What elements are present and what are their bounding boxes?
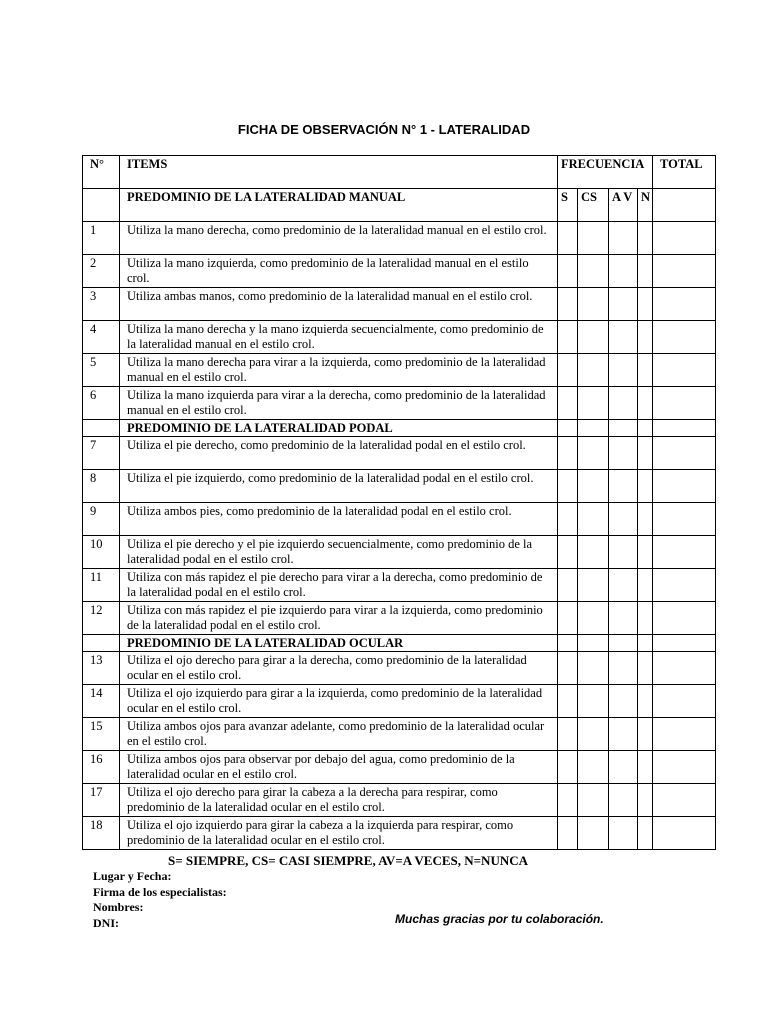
frequency-cell [609,420,638,437]
frequency-cell[interactable] [609,569,638,602]
frequency-cell[interactable] [609,784,638,817]
frequency-cell[interactable] [578,652,609,685]
section-title: PREDOMINIO DE LA LATERALIDAD OCULAR [120,635,558,652]
frequency-cell[interactable] [638,503,653,536]
section-number-cell [83,189,120,222]
item-number: 12 [83,602,120,635]
total-cell[interactable] [653,536,716,569]
names-label: Nombres: [93,900,144,914]
frequency-cell[interactable] [578,569,609,602]
table-row [83,222,716,255]
total-cell[interactable] [653,222,716,255]
total-cell[interactable] [653,751,716,784]
frequency-cell[interactable] [578,288,609,321]
frequency-cell[interactable] [609,354,638,387]
frequency-cell[interactable] [638,569,653,602]
item-number: 13 [83,652,120,685]
col-items-header: ITEMS [120,156,558,189]
item-text: Utiliza el ojo izquierdo para girar la cabeza a la izquierda para respirar, como predominio de la lateralidad ocular en el estilo crol. [120,817,558,850]
total-cell[interactable] [653,718,716,751]
table-row [83,685,716,718]
item-text: Utiliza la mano derecha para virar a la izquierda, como predominio de la lateralidad manual en el estilo crol. [120,354,558,387]
total-cell[interactable] [653,255,716,288]
thanks-note: Muchas gracias por tu colaboración. [395,912,604,926]
frequency-cell[interactable] [578,354,609,387]
total-cell[interactable] [653,288,716,321]
frequency-cell[interactable] [638,817,653,850]
frequency-cell[interactable] [558,222,578,255]
table-row [83,817,716,850]
section-title: PREDOMINIO DE LA LATERALIDAD MANUAL [120,189,558,222]
signature-block [93,869,227,931]
frequency-cell[interactable] [558,602,578,635]
frequency-cell [578,420,609,437]
frequency-cell[interactable] [638,751,653,784]
frequency-cell[interactable] [609,437,638,470]
item-number: 14 [83,685,120,718]
frequency-cell[interactable] [578,536,609,569]
item-text: Utiliza ambos ojos para avanzar adelante, como predominio de la lateralidad ocular en el estilo crol. [120,718,558,751]
frequency-cell[interactable] [638,255,653,288]
frequency-cell[interactable] [638,536,653,569]
frequency-cell[interactable] [558,817,578,850]
item-text: Utiliza con más rapidez el pie derecho para virar a la derecha, como predominio de la lateralidad podal en el estilo crol. [120,569,558,602]
frequency-cell[interactable] [638,437,653,470]
frequency-cell[interactable] [609,751,638,784]
table-row [83,255,716,288]
table-row [83,602,716,635]
item-number: 17 [83,784,120,817]
frequency-cell [578,635,609,652]
item-number: 1 [83,222,120,255]
frequency-cell[interactable] [578,817,609,850]
header-row [83,156,716,189]
item-text: Utiliza el pie derecho y el pie izquierdo secuencialmente, como predominio de la lateralidad podal en el estilo crol. [120,536,558,569]
frequency-cell[interactable] [609,652,638,685]
frequency-cell[interactable] [609,718,638,751]
frequency-code: A V [609,189,638,222]
frequency-cell[interactable] [558,784,578,817]
item-text: Utiliza la mano izquierda para virar a la derecha, como predominio de la lateralidad manual en el estilo crol. [120,387,558,420]
frequency-cell[interactable] [558,503,578,536]
item-number: 4 [83,321,120,354]
frequency-cell[interactable] [558,437,578,470]
frequency-cell[interactable] [609,321,638,354]
section-title: PREDOMINIO DE LA LATERALIDAD PODAL [120,420,558,437]
signature-label: Firma de los especialistas: [93,884,227,899]
section-number-cell [83,635,120,652]
frequency-cell[interactable] [638,602,653,635]
col-total-header: TOTAL [653,156,716,189]
frequency-cell[interactable] [578,387,609,420]
table-row [83,784,716,817]
frequency-cell[interactable] [558,470,578,503]
frequency-cell[interactable] [558,387,578,420]
item-text: Utiliza ambas manos, como predominio de la lateralidad manual en el estilo crol. [120,288,558,321]
table-row [83,288,716,321]
total-cell [653,420,716,437]
frequency-cell[interactable] [578,437,609,470]
place-date-label: Lugar y Fecha: [93,869,172,883]
item-text: Utiliza el pie derecho, como predominio de la lateralidad podal en el estilo crol. [120,437,558,470]
item-text: Utiliza el pie izquierdo, como predominio de la lateralidad podal en el estilo crol. [120,470,558,503]
frequency-cell[interactable] [578,255,609,288]
frequency-cell[interactable] [638,784,653,817]
frequency-cell [609,635,638,652]
table-row [83,652,716,685]
item-number: 16 [83,751,120,784]
item-number: 8 [83,470,120,503]
table-row [83,321,716,354]
total-cell[interactable] [653,321,716,354]
item-number: 2 [83,255,120,288]
frequency-cell[interactable] [609,222,638,255]
total-cell[interactable] [653,817,716,850]
frequency-cell[interactable] [558,751,578,784]
col-frequency-header: FRECUENCIA [558,156,653,189]
total-cell[interactable] [653,354,716,387]
total-cell[interactable] [653,784,716,817]
total-cell[interactable] [653,387,716,420]
frequency-cell[interactable] [578,321,609,354]
item-text: Utiliza la mano izquierda, como predominio de la lateralidad manual en el estilo crol. [120,255,558,288]
item-number: 15 [83,718,120,751]
frequency-cell[interactable] [558,288,578,321]
frequency-cell[interactable] [638,470,653,503]
total-cell[interactable] [653,652,716,685]
table-row [83,569,716,602]
frequency-cell[interactable] [638,387,653,420]
frequency-cell[interactable] [638,222,653,255]
frequency-cell[interactable] [609,602,638,635]
item-text: Utiliza el ojo derecho para girar a la derecha, como predominio de la lateralidad ocular en el estilo crol. [120,652,558,685]
frequency-cell[interactable] [638,718,653,751]
frequency-cell[interactable] [638,288,653,321]
table-row [83,354,716,387]
section-row [83,635,716,652]
col-number-header: N° [83,156,120,189]
total-cell[interactable] [653,437,716,470]
item-number: 18 [83,817,120,850]
item-number: 3 [83,288,120,321]
table-row [83,470,716,503]
item-number: 10 [83,536,120,569]
item-text: Utiliza el ojo derecho para girar la cabeza a la derecha para respirar, como predominio de la lateralidad ocular en el estilo crol. [120,784,558,817]
section-number-cell [83,420,120,437]
total-cell[interactable] [653,470,716,503]
total-cell[interactable] [653,602,716,635]
frequency-cell[interactable] [558,354,578,387]
total-cell[interactable] [653,685,716,718]
frequency-cell[interactable] [558,685,578,718]
page-title: FICHA DE OBSERVACIÓN N° 1 - LATERALIDAD [237,122,531,137]
dni-label: DNI: [93,915,119,930]
frequency-cell[interactable] [558,569,578,602]
item-text: Utiliza la mano derecha y la mano izquierda secuencialmente, como predominio de la lateralidad manual en el estilo crol. [120,321,558,354]
frequency-cell[interactable] [609,255,638,288]
frequency-cell[interactable] [638,652,653,685]
frequency-cell [558,420,578,437]
item-text: Utiliza con más rapidez el pie izquierdo para virar a la izquierda, como predominio de la lateralidad podal en el estilo crol. [120,602,558,635]
frequency-cell[interactable] [638,321,653,354]
table-row [83,751,716,784]
frequency-cell [638,420,653,437]
table-row [83,718,716,751]
frequency-cell[interactable] [638,354,653,387]
frequency-cell [638,635,653,652]
frequency-cell[interactable] [609,685,638,718]
frequency-cell[interactable] [609,288,638,321]
section-row [83,420,716,437]
frequency-cell[interactable] [578,222,609,255]
total-cell[interactable] [653,569,716,602]
frequency-cell[interactable] [578,470,609,503]
item-text: Utiliza el ojo izquierdo para girar a la izquierda, como predominio de la lateralidad ocular en el estilo crol. [120,685,558,718]
item-number: 9 [83,503,120,536]
frequency-cell[interactable] [558,718,578,751]
frequency-cell[interactable] [558,321,578,354]
section-row [83,189,716,222]
frequency-cell[interactable] [558,536,578,569]
total-cell [653,189,716,222]
total-cell [653,635,716,652]
frequency-cell[interactable] [578,503,609,536]
observation-table [82,155,716,850]
frequency-cell [558,635,578,652]
frequency-cell[interactable] [609,470,638,503]
table-row [83,387,716,420]
item-number: 7 [83,437,120,470]
frequency-cell[interactable] [609,503,638,536]
frequency-cell[interactable] [609,387,638,420]
item-number: 11 [83,569,120,602]
item-number: 5 [83,354,120,387]
item-text: Utiliza ambos pies, como predominio de la lateralidad podal en el estilo crol. [120,503,558,536]
frequency-cell[interactable] [609,536,638,569]
item-text: Utiliza la mano derecha, como predominio de la lateralidad manual en el estilo crol. [120,222,558,255]
table-row [83,503,716,536]
frequency-cell[interactable] [578,718,609,751]
frequency-cell[interactable] [609,817,638,850]
frequency-cell[interactable] [578,751,609,784]
frequency-cell[interactable] [558,255,578,288]
table-row [83,437,716,470]
frequency-cell[interactable] [578,602,609,635]
item-number: 6 [83,387,120,420]
frequency-cell[interactable] [578,685,609,718]
frequency-cell[interactable] [578,784,609,817]
frequency-code: CS [578,189,609,222]
frequency-cell[interactable] [558,652,578,685]
frequency-code: S [558,189,578,222]
table-row [83,536,716,569]
frequency-cell[interactable] [638,685,653,718]
total-cell[interactable] [653,503,716,536]
item-text: Utiliza ambos ojos para observar por debajo del agua, como predominio de la lateralidad ocular en el estilo crol. [120,751,558,784]
frequency-legend: S= SIEMPRE, CS= CASI SIEMPRE, AV=A VECES, N=NUNCA [168,853,529,868]
frequency-code: N [638,189,653,222]
